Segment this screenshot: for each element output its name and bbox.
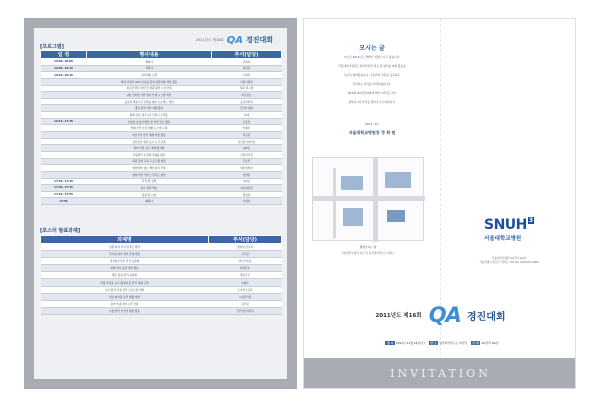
poster-row (41, 272, 282, 279)
program-dept-cell: 어린이병원 (212, 78, 282, 85)
program-time-cell (41, 125, 87, 132)
col-header-title: 과제명 (41, 236, 209, 244)
info-tag: 장 소 (430, 341, 437, 345)
poster-title-cell: 소아 환자 진정 관리 프로토콜 개선 (41, 286, 209, 293)
program-row (41, 151, 282, 158)
invitation-date: 2011. 11. (364, 122, 380, 126)
event-qa-logo: QA (428, 303, 461, 327)
program-row (41, 105, 282, 112)
program-table (40, 50, 282, 205)
program-dept-cell: 약제부 (212, 125, 282, 132)
poster-dept-cell: 약제부 (209, 279, 282, 286)
footer-label: INVITATION (390, 366, 491, 380)
program-time-cell (41, 145, 87, 152)
program-row (41, 191, 282, 198)
poster-dept-cell: 원무팀 (209, 300, 282, 307)
snuh-badge: 3 (528, 217, 533, 224)
program-time-cell: 17:35~17:40 (41, 178, 87, 185)
poster-dept-cell: 병동간호 (209, 272, 282, 279)
invitation-line: 제16회 QA경진대회에 바쁘시더라도 부디 (347, 91, 397, 95)
poster-title-cell: 약물 부작용 보고 활성화 및 관리 체계 구축 (41, 279, 209, 286)
program-time-cell (41, 112, 87, 119)
program-time-cell: 17:55 (41, 198, 87, 205)
cover-sheet (303, 18, 576, 389)
poster-row (41, 258, 282, 265)
program-row (41, 125, 282, 132)
program-time-cell (41, 151, 87, 158)
address-line: 서울대학교병원 QA전략 QA팀 (491, 257, 527, 260)
event-title (304, 303, 576, 327)
invitation-line: 서울대학교병원은 환자안전과 의료 질 향상을 위한 활동을 (338, 64, 406, 68)
header-event-name: 경진대회 (245, 36, 273, 44)
program-content-cell: 병동 환자 낙상 예방 활동 (87, 105, 212, 112)
col-header-dept: 부서(담당) (212, 51, 282, 59)
poster-dept-cell: 주사실 (209, 251, 282, 258)
program-panel (34, 28, 287, 379)
program-dept-cell: 감염관리실 (212, 151, 282, 158)
organizer-address (447, 257, 571, 265)
program-time-cell: 17:40~17:45 (41, 185, 87, 192)
program-dept-cell: 영양팀 (212, 171, 282, 178)
program-header-row (41, 51, 282, 59)
poster-dept-cell: 의무기록팀 (209, 258, 282, 265)
program-row (41, 171, 282, 178)
program-dept-cell: QA팀 (212, 178, 282, 185)
info-value: 2011년 11월 18일(금) (395, 341, 425, 345)
info-tag: 일 시 (386, 341, 394, 345)
map-road (373, 158, 378, 242)
program-content-cell: 감염관리 손위생 수행률 향상 (87, 151, 212, 158)
program-content-cell: 영양 상담 서비스 만족도 향상 (87, 171, 212, 178)
poster-row (41, 251, 282, 258)
map-caption-text: 서울대학교병원 본관 및 임상의학연구소 위치도 (341, 252, 395, 255)
poster-dept-cell: 소아청소년과 (209, 286, 282, 293)
program-sheet (24, 18, 297, 389)
poster-section-title: [포스터 발표과제] (40, 228, 81, 234)
hospital-name: 서울대학교병원 (484, 236, 522, 242)
program-section-title: [프로그램] (40, 44, 64, 50)
program-row (41, 158, 282, 165)
program-dept-cell: QA팀 (212, 145, 282, 152)
program-dept-cell: 간호부 병동 (212, 105, 282, 112)
poster-row (41, 244, 282, 251)
program-header (196, 32, 273, 48)
program-row (41, 112, 282, 119)
poster-row (41, 300, 282, 307)
poster-title-cell: 외래 검사 동선 개선 활동 (41, 265, 209, 272)
poster-title-cell: 환자 이송 대기시간 단축 (41, 300, 209, 307)
event-year-label: 2011년도 제16회 (375, 313, 422, 319)
invitation-footer (304, 358, 576, 388)
program-dept-cell: 심사위원장 (212, 185, 282, 192)
program-time-cell: 16:10~16:15 (41, 72, 87, 79)
program-dept-cell: 내과 내시경 (212, 85, 282, 92)
program-row (41, 78, 282, 85)
poster-dept-cell: 영양팀 심사과 (209, 244, 282, 251)
program-row (41, 138, 282, 145)
poster-title-cell: 전자의무기록 서식 표준화 (41, 258, 209, 265)
snuh-wordmark: SNUH (484, 217, 527, 233)
map-road (313, 196, 425, 201)
program-row (41, 65, 282, 72)
program-content-cell: 영상의학 검사 예약 대기 단축 (87, 165, 212, 172)
program-content-cell: 응급실 체류시간 단축을 위한 프로세스 개선 (87, 98, 212, 105)
map-building (341, 176, 363, 190)
program-time-cell (41, 138, 87, 145)
program-row (41, 132, 282, 139)
program-dept-cell: 수술실 (212, 118, 282, 125)
program-time-cell (41, 105, 87, 112)
col-header-content: 행사내용 (87, 51, 212, 59)
program-dept-cell: 외래 (212, 112, 282, 119)
map-building (387, 210, 405, 222)
program-row (41, 98, 282, 105)
poster-dept-cell: 시설관리팀 (209, 293, 282, 300)
program-row (41, 165, 282, 172)
invitation-line: 참석하시어 자리를 빛내주시기 바랍니다. (348, 100, 396, 104)
program-time-cell (41, 158, 87, 165)
program-content-cell: 심사 결과 발표 (87, 185, 212, 192)
program-dept-cell: 간호부 (212, 158, 282, 165)
poster-row (41, 307, 282, 314)
map-building (385, 172, 411, 188)
location-map (312, 157, 424, 241)
invitation-line: 꾸준히 펼쳐왔습니다. 그동안의 성과를 공유하고 (343, 73, 401, 77)
program-dept-cell: 의공팀 (212, 132, 282, 139)
event-info-row (304, 341, 576, 345)
program-dept-cell: 사회자 (212, 198, 282, 205)
poster-dept-cell: 외래간호 (209, 265, 282, 272)
poster-row (41, 293, 282, 300)
header-small-text: 2011년도 제16회 (195, 37, 224, 42)
info-value: 임상의학연구소 대강당 (439, 341, 468, 345)
program-time-cell (41, 165, 87, 172)
poster-title-cell: 의료 폐기물 분리 배출 개선 (41, 293, 209, 300)
poster-row (41, 286, 282, 293)
program-row (41, 178, 282, 185)
program-content-cell: 휴식 및 집계 (87, 178, 212, 185)
program-dept-cell: 사회자 (212, 59, 282, 66)
program-row (41, 198, 282, 205)
event-name: 경진대회 (466, 311, 506, 323)
program-content-cell: 외래 진료 대기시간 단축 프로젝트 (87, 112, 212, 119)
program-row (41, 185, 282, 192)
program-row (41, 92, 282, 99)
program-content-cell: 수술실 효율성 향상 및 지연 감소 활동 (87, 118, 212, 125)
program-dept-cell: 병원장 (212, 191, 282, 198)
address-line: 서울특별시 종로구 대학로 101 Tel. 02)2072-0000 (479, 261, 539, 265)
program-row (41, 59, 282, 66)
program-content-cell: 퇴원 환자 교육 프로그램 개선 (87, 158, 212, 165)
program-time-cell: 16:15~17:35 (41, 118, 87, 125)
program-row (41, 145, 282, 152)
fold-line (440, 19, 441, 389)
program-content-cell: 총평 및 시상 (87, 191, 212, 198)
program-dept-cell: 진단검사의학과 (212, 138, 282, 145)
invitation-title: 모시는 글 (359, 45, 385, 52)
poster-table (40, 235, 282, 315)
program-content-cell: 환자 안전 보고 체계 활성화 (87, 145, 212, 152)
program-content-cell: 개회사 (87, 59, 212, 66)
program-dept-cell: 응급의학과 (212, 98, 282, 105)
program-time-cell (41, 132, 87, 139)
map-caption-title: 찾아오시는 길 (360, 246, 376, 249)
program-content-cell: 의대 어린이 VOC 조사를 통한 불편사항 개선 활동 (87, 78, 212, 85)
poster-row (41, 279, 282, 286)
program-time-cell: 16:05~16:10 (41, 65, 87, 72)
info-tag: 주 관 (472, 341, 479, 345)
snuh-logo (484, 217, 564, 242)
map-building (343, 208, 363, 226)
program-content-cell: 약제 투약 오류 예방 시스템 구축 (87, 125, 212, 132)
program-time-cell (41, 78, 87, 85)
invitation-line: 격려하는 자리를 마련하였습니다. (352, 82, 392, 86)
program-row (41, 85, 282, 92)
program-dept-cell: 의료정보 (212, 92, 282, 99)
program-content-cell: (새) 모바일 기반 환자 안내 시스템 개선 (87, 92, 212, 99)
program-time-cell: 17:45~17:55 (41, 191, 87, 198)
poster-header-row (41, 236, 282, 244)
program-dept-cell: 사회자 (212, 72, 282, 79)
program-time-cell (41, 171, 87, 178)
poster-title-cell: 주사실 대기 환자 안내 개선 (41, 251, 209, 258)
program-content-cell: 내시경 검사 대기 및 결과 확인 시간 단축 (87, 85, 212, 92)
program-time-cell: 16:00~16:05 (41, 59, 87, 66)
col-header-poster-dept: 부서(담당) (209, 236, 282, 244)
invitation-line: 어느덧 2011년도 한해가 저물어 가고 있습니다. (343, 55, 401, 59)
program-content-cell: 의료기기 관리 체계 개선 활동 (87, 132, 212, 139)
program-dept-cell: 병원장 (212, 65, 282, 72)
col-header-time: 일 정 (41, 51, 87, 59)
info-value: QA전략 QA팀 (481, 341, 499, 345)
program-time-cell (41, 98, 87, 105)
program-content-cell: 격려사 (87, 65, 212, 72)
program-row (41, 72, 282, 79)
program-row (41, 118, 282, 125)
poster-dept-cell: 진단검사의학과 (209, 307, 282, 314)
poster-title-cell: 수혈 관리 안전성 향상 활동 (41, 307, 209, 314)
header-qa-logo: QA (226, 34, 243, 46)
poster-row (41, 265, 282, 272)
poster-title-cell: 병동 물품 관리 효율화 (41, 272, 209, 279)
program-time-cell (41, 92, 87, 99)
invitation-signature: 서울대학교병원장 정 희 원 (348, 130, 396, 135)
program-dept-cell: 영상의학과 (212, 165, 282, 172)
program-time-cell (41, 85, 87, 92)
map-road (333, 168, 336, 238)
program-content-cell: 진단검사 결과 보고 시간 단축 (87, 138, 212, 145)
poster-title-cell: 입원 환자 식사 만족도 향상 (41, 244, 209, 251)
program-content-cell: 심사위원 소개 (87, 72, 212, 79)
program-content-cell: 폐회사 (87, 198, 212, 205)
